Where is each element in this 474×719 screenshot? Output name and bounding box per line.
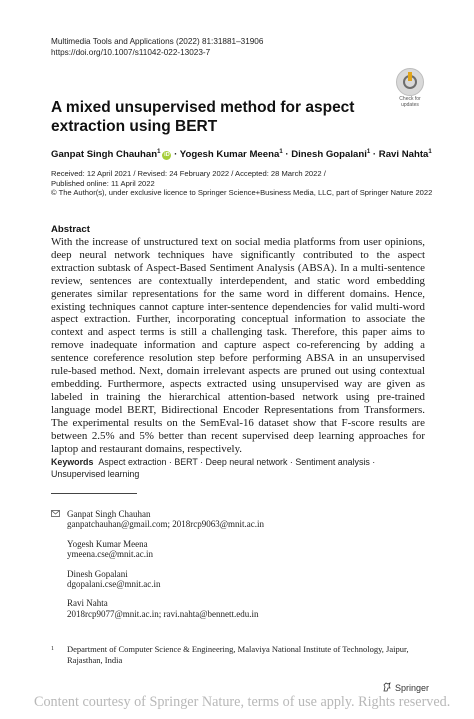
author-name[interactable]: Yogesh Kumar Meena	[179, 149, 280, 161]
author-contacts	[67, 509, 264, 628]
affiliation-number: 1	[51, 646, 54, 652]
author-list	[51, 149, 432, 160]
journal-citation: Multimedia Tools and Applications (2022) 81:31881–31906	[51, 37, 264, 46]
author-separator: ·	[370, 149, 379, 161]
journal-header	[51, 36, 263, 58]
abstract-text: With the increase of unstructured text on social media platforms from user opinions, deep neural network techniques have significantly contributed to the aspect extraction subtask of Aspect-Based Sentiment Analysis (ABSA). In a multi-sentence review, sentences are contextually interdependent, and static word embedding generates similar representations for the same word in different domains. Hence, existing techniques cannot capture inter-sentence dependencies for valid multi-word aspect extraction. Further, incorporating conceptual information to associate the context and aspect terms is still a challenging task. Therefore, this paper aims to remove inadequate information and capture aspect co-referencing by adding a sentence coreference resolution step before performing ABSA in an unsupervised rule-based method. Next, domain irrelevant aspects are pruned out using contextual embedding. Furthermore, aspects extracted using unsupervised way are given as labeled in training the hierarchical attention-based network using pre-trained language model BERT, Bidirectional Encoder Representations from Transformers. The experimental results on the SemEval-16 dataset show that F-score results are between 2.5% and 5% better than recent supervised deep learning approaches for laptop and restaurant domains, respectively.	[51, 236, 425, 455]
author-name[interactable]: Ganpat Singh Chauhan	[51, 149, 158, 161]
publication-info	[51, 169, 432, 198]
keywords-label: Keywords	[51, 457, 94, 467]
courtesy-watermark: Content courtesy of Springer Nature, terms of use apply. Rights reserved.	[34, 694, 451, 710]
check-updates-line2: updates	[401, 101, 419, 108]
contact-name: Ganpat Singh Chauhan	[67, 509, 151, 519]
contact-email[interactable]: dgopalani.cse@mnit.ac.in	[67, 579, 161, 590]
affiliation-text: Department of Computer Science & Engineering, Malaviya National Institute of Technology, Jaipur, Rajasthan, India	[67, 644, 409, 665]
publisher-name: Springer	[395, 683, 430, 693]
envelope-icon[interactable]	[51, 510, 60, 517]
contact-entry	[67, 539, 264, 560]
author-affil-mark: 1	[157, 149, 161, 155]
keywords-list: Aspect extraction · BERT · Deep neural network · Sentiment analysis · Unsupervised learning	[51, 457, 376, 479]
contact-email[interactable]: ymeena.cse@mnit.ac.in	[67, 549, 154, 560]
abstract-heading: Abstract	[51, 224, 90, 235]
author-affil-mark: 1	[366, 149, 371, 155]
check-for-updates-badge[interactable]	[394, 68, 426, 108]
author-affil-mark: 1	[428, 149, 432, 155]
contact-name: Dinesh Gopalani	[67, 568, 128, 579]
author-separator: ·	[171, 149, 180, 161]
check-updates-icon	[396, 68, 424, 96]
contact-entry	[67, 509, 264, 530]
doi-link[interactable]: https://doi.org/10.1007/s11042-022-13023-7	[51, 48, 211, 57]
keywords-section	[51, 456, 425, 480]
copyright-line: © The Author(s), under exclusive licence to Springer Science+Business Media, LLC, part of Springer Nature 2022	[51, 188, 433, 198]
springer-horse-icon	[382, 682, 392, 692]
orcid-icon[interactable]: iD	[164, 152, 170, 159]
published-date: Published online: 11 April 2022	[51, 178, 155, 188]
contact-name: Yogesh Kumar Meena	[67, 538, 148, 549]
contact-name: Ravi Nahta	[67, 598, 108, 609]
contact-email[interactable]: 2018rcp9077@mnit.ac.in; ravi.nahta@bennett.edu.in	[67, 608, 259, 619]
publisher-logo	[382, 682, 429, 693]
footnote-divider	[51, 493, 137, 494]
author-name[interactable]: Dinesh Gopalani	[291, 149, 367, 161]
contact-entry	[67, 569, 264, 590]
contact-email[interactable]: ganpatchauhan@gmail.com; 2018rcp9063@mnit.ac.in	[67, 519, 265, 530]
contact-entry	[67, 598, 264, 619]
check-updates-line1: Check for	[399, 96, 421, 102]
author-affil-mark: 1	[279, 149, 283, 155]
paper-title: A mixed unsupervised method for aspect extraction using BERT	[51, 99, 355, 135]
history-dates: Received: 12 April 2021 / Revised: 24 February 2022 / Accepted: 28 March 2022 /	[51, 169, 326, 178]
author-name[interactable]: Ravi Nahta	[378, 149, 429, 161]
author-separator: ·	[282, 149, 292, 161]
